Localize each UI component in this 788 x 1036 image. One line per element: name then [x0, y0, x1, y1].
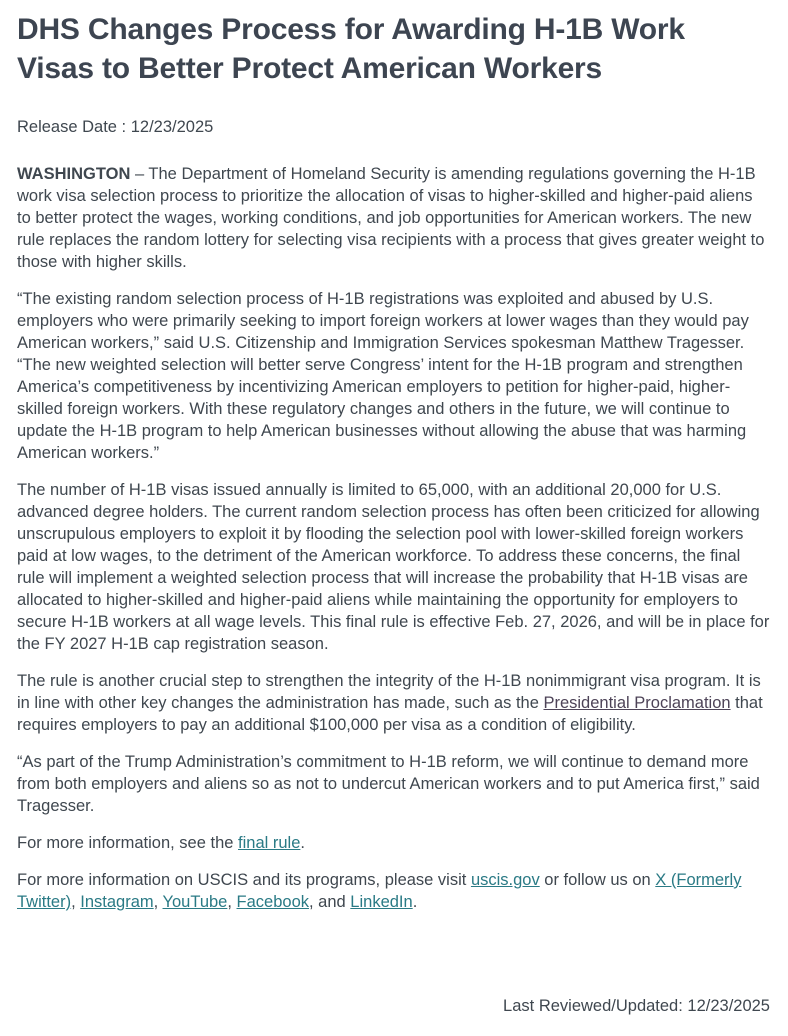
paragraph-6-text-before: For more information, see the: [17, 834, 239, 852]
paragraph-social-links: [17, 869, 770, 913]
paragraph-1-text: – The Department of Homeland Security is amending regulations governing the H-1B work visa selection process to prioritize the allocation of visas to higher-skilled and higher-paid aliens to better protect the wages, working conditions, and job opportunities for American workers. The new rule replaces the random lottery for selecting visa recipients with a process that gives greater weight to those with higher skills.: [17, 165, 765, 271]
dateline-city: WASHINGTON: [17, 165, 131, 183]
paragraph-6-text-after: .: [300, 834, 305, 852]
facebook-link[interactable]: Facebook: [236, 893, 309, 911]
last-reviewed-label: Last Reviewed/Updated: 12/23/2025: [503, 997, 770, 1015]
paragraph-4-text-after: that requires employers to pay an additional $100,000 per visa as a condition of eligibility.: [17, 694, 763, 734]
paragraph-more-info: [17, 832, 770, 854]
paragraph-quote-reform: “As part of the Trump Administration’s commitment to H-1B reform, we will continue to demand more from both employers and aliens so as not to undercut American workers and to put America first,” said Tragesser.: [17, 753, 760, 815]
paragraph-rule-integrity: [17, 670, 770, 736]
paragraph-visa-numbers: The number of H-1B visas issued annually is limited to 65,000, with an additional 20,000 for U.S. advanced degree holders. The current random selection process has often been criticized for allowing unscrupulous employers to exploit it by flooding the selection pool with lower-skilled foreign workers paid at low wages, to the detriment of the American workforce. To address these concerns, the final rule will implement a weighted selection process that will increase the probability that H-1B visas are allocated to higher-skilled and higher-paid aliens while maintaining the opportunity for employers to secure H-1B workers at all wage levels. This final rule is effective Feb. 27, 2026, and will be in place for the FY 2027 H-1B cap registration season.: [17, 481, 770, 653]
final-rule-link[interactable]: final rule: [238, 834, 301, 852]
release-date: Release Date : 12/23/2025: [17, 118, 214, 136]
uscis-gov-link[interactable]: uscis.gov: [470, 871, 540, 889]
paragraph-dateline: [17, 163, 770, 273]
x-twitter-link[interactable]: X (Formerly Twitter): [17, 871, 742, 911]
social-text-2: ,: [71, 893, 81, 911]
social-text-3: ,: [153, 893, 163, 911]
youtube-link[interactable]: YouTube: [162, 893, 228, 911]
linkedin-link[interactable]: LinkedIn: [350, 893, 413, 911]
social-text-5: , and: [309, 893, 351, 911]
presidential-proclamation-link[interactable]: Presidential Proclamation: [543, 694, 731, 712]
social-text-6: .: [412, 893, 418, 911]
article-body: [17, 163, 770, 928]
paragraph-quote-tragesser: “The existing random selection process of H-1B registrations was exploited and abused by U.S. employers who were primarily seeking to import foreign workers at lower wages than they would pay American workers,” said U.S. Citizenship and Immigration Services spokesman Matthew Tragesser. “The new weighted selection will better serve Congress’ intent for the H-1B program and strengthen America’s competitiveness by incentivizing American employers to petition for higher-paid, higher-skilled foreign workers. With these regulatory changes and others in the future, we will continue to update the H-1B program to help American businesses without allowing the abuse that was harming American workers.”: [17, 290, 749, 462]
paragraph-4-text-before: The rule is another crucial step to strengthen the integrity of the H-1B nonimmigrant visa program. It is in line with other key changes the administration has made, such as the: [17, 672, 761, 712]
page-footer: [17, 997, 770, 1022]
page-title: DHS Changes Process for Awarding H-1B Work Visas to Better Protect American Workers: [17, 13, 685, 85]
social-text-4: ,: [227, 893, 237, 911]
social-text-0: For more information on USCIS and its programs, please visit: [17, 871, 471, 889]
instagram-link[interactable]: Instagram: [80, 893, 154, 911]
social-text-1: or follow us on: [539, 871, 656, 889]
